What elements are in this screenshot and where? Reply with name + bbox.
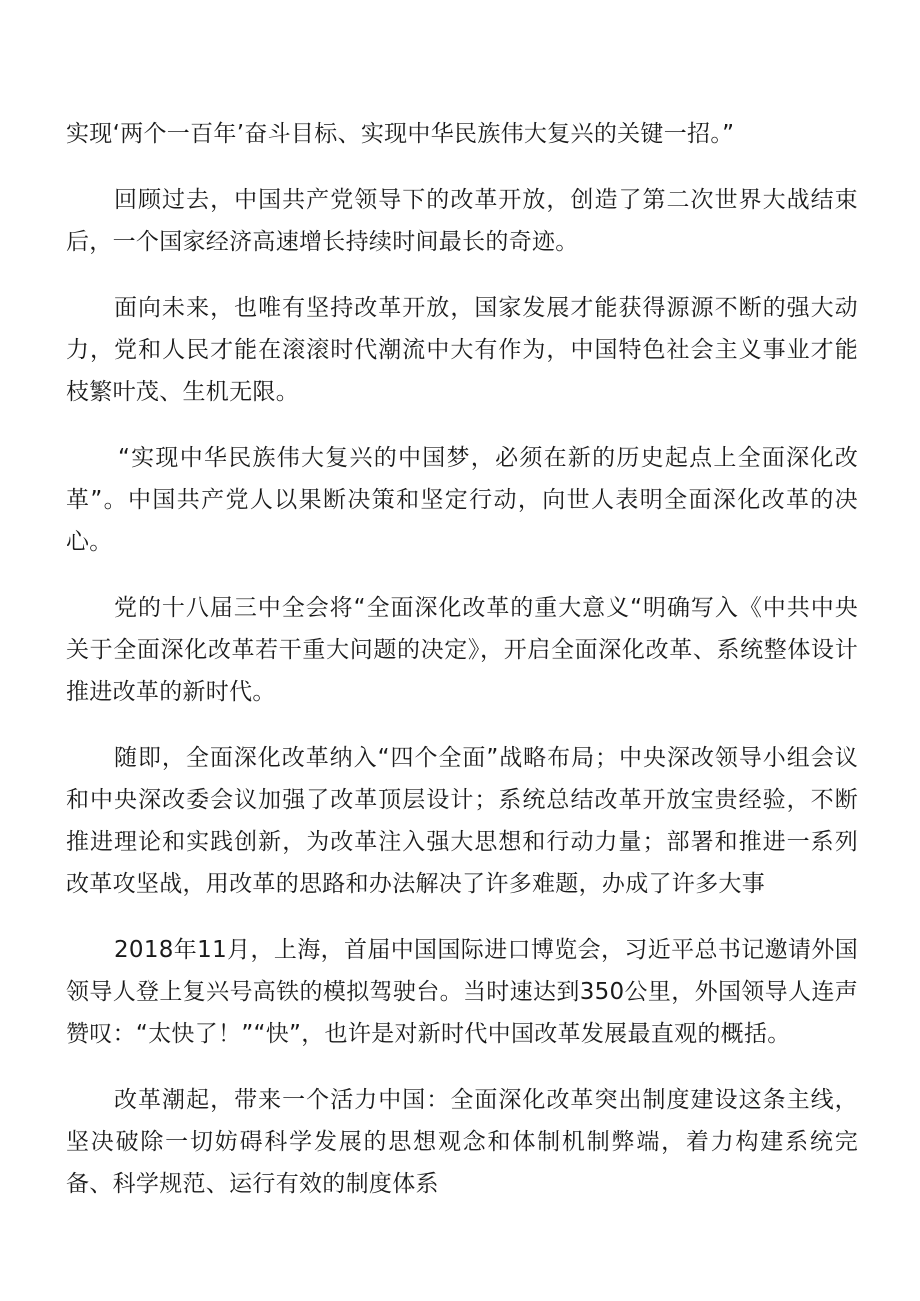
paragraph-6: 随即，全面深化改革纳入“四个全面”战略布局；中央深改领导小组会议和中央深改委会议加强了改革顶层设计；系统总结改革开放宝贵经验，不断推进理论和实践创新，为改革注入强大思想和行动力量；部署和推进一系列改革攻坚战，用改革的思路和办法解决了许多难题，办成了许多大事 xyxy=(66,745,858,897)
paragraph-2: 回顾过去，中国共产党领导下的改革开放，创造了第二次世界大战结束后，一个国家经济高速增长持续时间最长的奇迹。 xyxy=(66,187,858,255)
paragraph-8: 改革潮起，带来一个活力中国：全面深化改革突出制度建设这条主线，坚决破除一切妨碍科学发展的思想观念和体制机制弊端，着力构建系统完备、科学规范、运行有效的制度体系 xyxy=(66,1087,858,1197)
paragraph-7: 2018年11月，上海，首届中国国际进口博览会，习近平总书记邀请外国领导人登上复兴号高铁的模拟驾驶台。当时速达到350公里，外国领导人连声赞叹：“太快了！”“快”，也许是对新时代中国改革发展最直观的概括。 xyxy=(66,937,858,1047)
paragraph-4: “实现中华民族伟大复兴的中国梦，必须在新的历史起点上全面深化改革”。中国共产党人以果断决策和坚定行动，向世人表明全面深化改革的决心。 xyxy=(66,445,858,555)
paragraph-1: 实现‘两个一百年’奋斗目标、实现中华民族伟大复兴的关键一招。” xyxy=(66,121,735,147)
paragraph-3: 面向未来，也唯有坚持改革开放，国家发展才能获得源源不断的强大动力，党和人民才能在滚滚时代潮流中大有作为，中国特色社会主义事业才能枝繁叶茂、生机无限。 xyxy=(66,295,858,405)
paragraph-5: 党的十八届三中全会将“全面深化改革的重大意义“明确写入《中共中央关于全面深化改革若干重大问题的决定》，开启全面深化改革、系统整体设计推进改革的新时代。 xyxy=(66,595,858,705)
document-body xyxy=(66,113,858,1229)
